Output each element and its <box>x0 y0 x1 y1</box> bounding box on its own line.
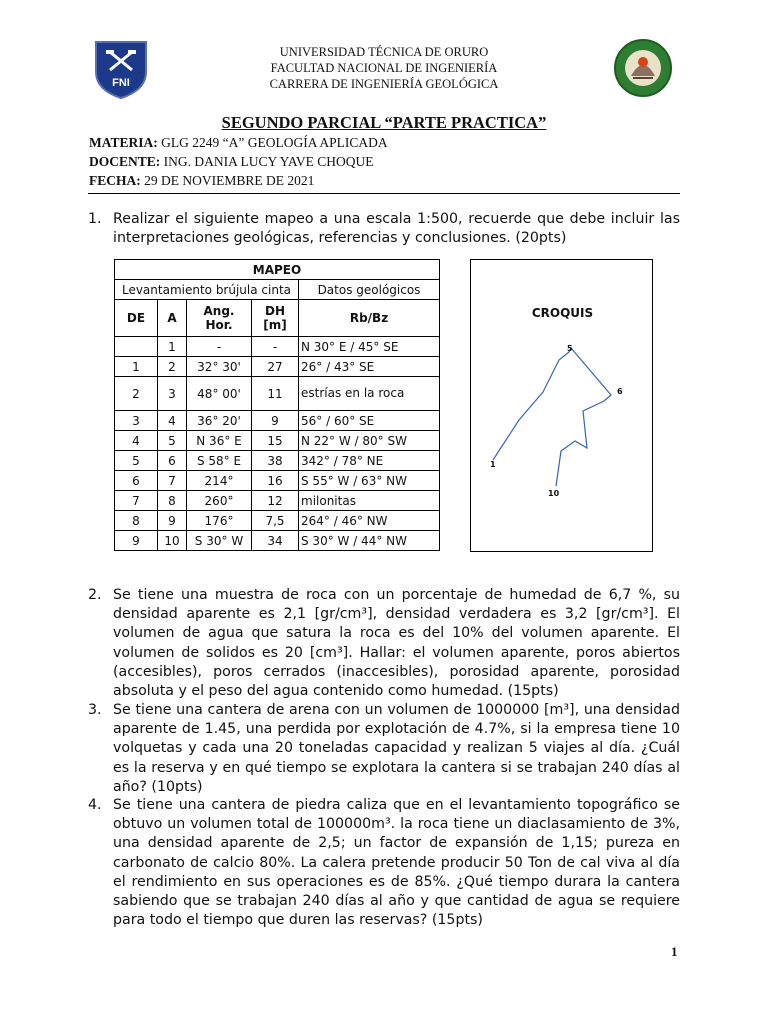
cell-dh: 12 <box>252 491 299 511</box>
croquis-box <box>470 259 653 552</box>
cell-a: 2 <box>158 357 187 377</box>
cell-rb: milonitas <box>299 491 440 511</box>
cell-a: 1 <box>158 337 187 357</box>
cell-dh: 16 <box>252 471 299 491</box>
question-1 <box>88 210 680 248</box>
table-row <box>115 471 440 491</box>
exam-title: SEGUNDO PARCIAL “PARTE PRACTICA” <box>221 113 547 132</box>
cell-a: 3 <box>158 377 187 411</box>
question-number: 2. <box>88 587 102 603</box>
cell-de: 9 <box>115 531 158 551</box>
table-row <box>115 377 440 411</box>
point-label-6: 6 <box>617 387 623 396</box>
table-row <box>115 511 440 531</box>
table-row <box>115 357 440 377</box>
cell-de: 8 <box>115 511 158 531</box>
cell-de: 6 <box>115 471 158 491</box>
docente-line <box>89 154 374 170</box>
table-row <box>115 337 440 357</box>
institution-block <box>160 44 608 92</box>
fecha-label: FECHA: <box>89 173 141 188</box>
header-divider <box>88 193 680 194</box>
header-dh: DH [m] <box>252 300 299 337</box>
cell-ang: S 58° E <box>187 451 252 471</box>
cell-a: 7 <box>158 471 187 491</box>
cell-ang: 260° <box>187 491 252 511</box>
cell-rb: 56° / 60° SE <box>299 411 440 431</box>
table-row <box>115 451 440 471</box>
table-row <box>115 531 440 551</box>
materia-line <box>89 135 388 151</box>
question-text: Realizar el siguiente mapeo a una escala 1:500, recuerde que debe incluir las interpretaciones geológicas, referencias y conclusiones. (20pts) <box>113 211 680 247</box>
cell-dh: 7,5 <box>252 511 299 531</box>
cell-a: 5 <box>158 431 187 451</box>
cell-rb: estrías en la roca <box>299 377 440 411</box>
table-title: MAPEO <box>115 260 440 280</box>
table-row <box>115 411 440 431</box>
table-header-row <box>115 300 440 337</box>
page-number: 1 <box>671 944 678 959</box>
materia-value: GLG 2249 “A” GEOLOGÍA APLICADA <box>161 135 388 150</box>
traverse-sketch <box>471 260 654 553</box>
cell-de: 1 <box>115 357 158 377</box>
cell-ang: 36° 20' <box>187 411 252 431</box>
mapping-table <box>114 259 440 551</box>
cell-ang: 214° <box>187 471 252 491</box>
cell-rb: N 22° W / 80° SW <box>299 431 440 451</box>
cell-a: 9 <box>158 511 187 531</box>
faculty-name: FACULTAD NACIONAL DE INGENIERÍA <box>270 61 498 75</box>
point-label-10: 10 <box>548 489 560 498</box>
question-text: Se tiene una cantera de arena con un volumen de 1000000 [m³], una densidad aparente de 1.45, una perdida por explotación de 4.7%, si la empresa tiene 10 volquetas y cada una 20 toneladas capacidad y realizan 5 viajes al día. ¿Cuál es la reserva y en qué tiempo se explotara la cantera si se trabajan 240 días al año? (10pts) <box>113 702 680 795</box>
table-title-row <box>115 260 440 280</box>
cell-rb: N 30° E / 45° SE <box>299 337 440 357</box>
cell-ang: 32° 30' <box>187 357 252 377</box>
cell-rb: S 30° W / 44° NW <box>299 531 440 551</box>
docente-label: DOCENTE: <box>89 154 161 169</box>
cell-rb: 26° / 43° SE <box>299 357 440 377</box>
table-row <box>115 431 440 451</box>
group-header-geology: Datos geológicos <box>299 280 440 300</box>
cell-dh: 38 <box>252 451 299 471</box>
cell-dh: 11 <box>252 377 299 411</box>
question-number: 1. <box>88 211 102 227</box>
cell-rb: 264° / 46° NW <box>299 511 440 531</box>
croquis-title: CROQUIS <box>531 306 594 320</box>
cell-de: 3 <box>115 411 158 431</box>
question-2 <box>88 586 680 701</box>
question-text: Se tiene una muestra de roca con un porcentaje de humedad de 6,7 %, su densidad aparente es 2,1 [gr/cm³], densidad verdadera es 3,2 [gr/cm³]. El volumen de agua que satura la roca es del 10% del volumen aparente. El volumen de solidos es 20 [cm³]. Hallar: el volumen aparente, poros abiertos (accesibles), poros cerrados (inaccesibles), porosidad aparente, porosidad absoluta y el peso del agua contenido como humedad. (15pts) <box>113 587 680 700</box>
cell-de <box>115 337 158 357</box>
cell-de: 7 <box>115 491 158 511</box>
materia-label: MATERIA: <box>89 135 158 150</box>
cell-ang: N 36° E <box>187 431 252 451</box>
cell-a: 10 <box>158 531 187 551</box>
header-a: A <box>158 300 187 337</box>
point-label-1: 1 <box>490 460 496 469</box>
cell-dh: 27 <box>252 357 299 377</box>
cell-a: 4 <box>158 411 187 431</box>
question-number: 4. <box>88 797 102 813</box>
cell-ang: S 30° W <box>187 531 252 551</box>
career-name: CARRERA DE INGENIERÍA GEOLÓGICA <box>269 77 499 91</box>
point-label-5: 5 <box>567 344 573 353</box>
question-text: Se tiene una cantera de piedra caliza que en el levantamiento topográfico se obtuvo un volumen total de 100000m³. la roca tiene un diaclasamiento de 3%, una densidad aparente de 2,5; un factor de expansión de 1,15; pureza en carbonato de calcio 80%. La calera pretende producir 50 Ton de cal viva al día el rendimiento en sus operaciones es de 85%. ¿Qué tiempo durara la cantera sabiendo que se trabajan 240 días al año y que cantidad de agua se requiere para todo el tiempo que duren las reservas? (15pts) <box>113 797 680 929</box>
table-group-row <box>115 280 440 300</box>
question-4 <box>88 796 680 930</box>
header-de: DE <box>115 300 158 337</box>
cell-rb: 342° / 78° NE <box>299 451 440 471</box>
group-header-survey: Levantamiento brújula cinta <box>115 280 299 300</box>
university-name: UNIVERSIDAD TÉCNICA DE ORURO <box>279 45 489 59</box>
question-3 <box>88 701 680 797</box>
fni-logo <box>92 38 150 100</box>
cell-ang: 176° <box>187 511 252 531</box>
cell-de: 4 <box>115 431 158 451</box>
cell-rb: S 55° W / 63° NW <box>299 471 440 491</box>
cell-de: 5 <box>115 451 158 471</box>
traverse-line <box>493 348 611 486</box>
question-number: 3. <box>88 702 102 718</box>
header-rb-bz: Rb/Bz <box>299 300 440 337</box>
fni-logo-text: FNI <box>112 77 130 89</box>
cell-dh: 34 <box>252 531 299 551</box>
cell-ang: - <box>187 337 252 357</box>
geology-logo <box>613 38 673 98</box>
cell-a: 8 <box>158 491 187 511</box>
header-ang-hor: Ang. Hor. <box>187 300 252 337</box>
cell-dh: - <box>252 337 299 357</box>
table-row <box>115 491 440 511</box>
cell-dh: 9 <box>252 411 299 431</box>
cell-ang: 48° 00' <box>187 377 252 411</box>
fecha-value: 29 DE NOVIEMBRE DE 2021 <box>144 173 315 188</box>
cell-de: 2 <box>115 377 158 411</box>
cell-dh: 15 <box>252 431 299 451</box>
cell-a: 6 <box>158 451 187 471</box>
fecha-line <box>89 173 314 189</box>
docente-value: ING. DANIA LUCY YAVE CHOQUE <box>163 154 374 169</box>
